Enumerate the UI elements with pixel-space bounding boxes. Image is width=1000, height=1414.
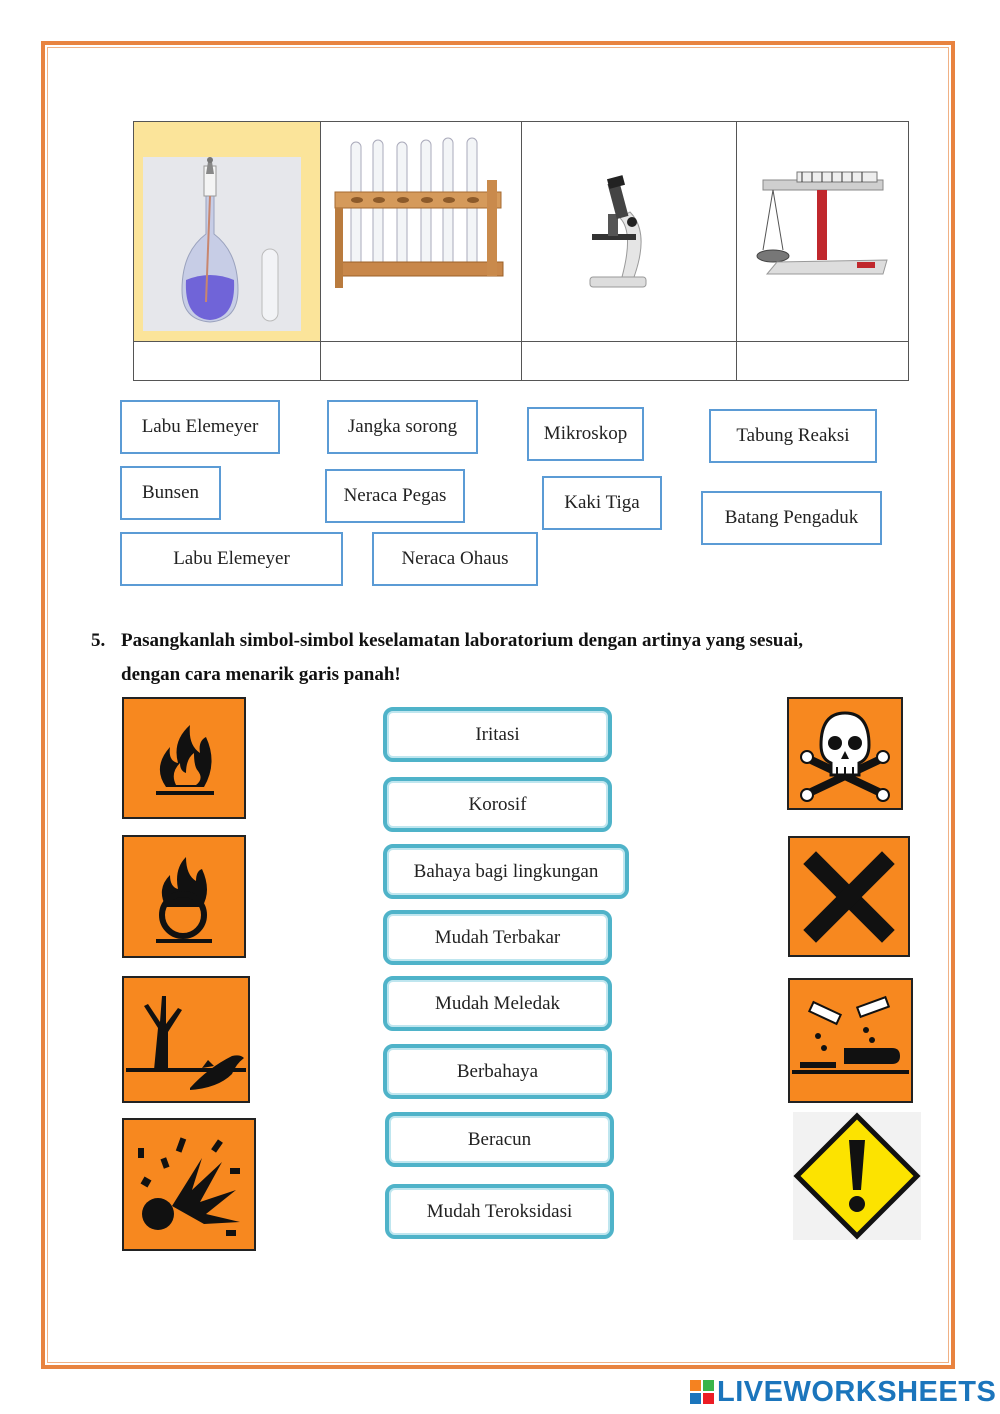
word-tabung-reaksi[interactable]: Tabung Reaksi xyxy=(709,409,877,463)
equipment-image-cell xyxy=(737,122,909,342)
harmful-x-icon[interactable] xyxy=(788,836,910,957)
question-text-line1: Pasangkanlah simbol-simbol keselamatan laboratorium dengan artinya yang sesuai, xyxy=(121,630,803,651)
meaning-iritasi[interactable]: Iritasi xyxy=(383,707,612,762)
word-bunsen[interactable]: Bunsen xyxy=(120,466,221,520)
word-kaki-tiga[interactable]: Kaki Tiga xyxy=(542,476,662,530)
question-number: 5. xyxy=(91,630,106,651)
equipment-image-cell xyxy=(321,122,522,342)
equipment-image-cell xyxy=(134,122,321,342)
corrosive-icon[interactable] xyxy=(788,978,913,1103)
environment-hazard-icon[interactable] xyxy=(122,976,250,1103)
liveworksheets-logo xyxy=(690,1374,996,1410)
warning-exclamation-icon[interactable] xyxy=(793,1112,921,1240)
microscope-icon xyxy=(522,122,736,341)
word-batang-pengaduk[interactable]: Batang Pengaduk xyxy=(701,491,882,545)
meaning-beracun[interactable]: Beracun xyxy=(385,1112,614,1167)
word-mikroskop[interactable]: Mikroskop xyxy=(527,407,644,461)
question-text-line2: dengan cara menarik garis panah! xyxy=(121,664,401,685)
word-labu-elemeyer-2[interactable]: Labu Elemeyer xyxy=(120,532,343,586)
meaning-mudah-teroksidasi[interactable]: Mudah Teroksidasi xyxy=(385,1184,614,1239)
balance-icon xyxy=(737,122,908,341)
test-tube-rack-icon xyxy=(321,122,521,341)
meaning-mudah-meledak[interactable]: Mudah Meledak xyxy=(383,976,612,1031)
answer-cell[interactable] xyxy=(522,342,737,381)
explosive-icon[interactable] xyxy=(122,1118,256,1251)
meaning-bahaya-lingkungan[interactable]: Bahaya bagi lingkungan xyxy=(383,844,629,899)
flask-icon xyxy=(134,122,320,341)
toxic-skull-icon[interactable] xyxy=(787,697,903,810)
answer-cell[interactable] xyxy=(321,342,522,381)
meaning-korosif[interactable]: Korosif xyxy=(383,777,612,832)
word-jangka-sorong[interactable]: Jangka sorong xyxy=(327,400,478,454)
brand-text: LIVEWORKSHEETS xyxy=(717,1375,997,1408)
word-labu-elemeyer[interactable]: Labu Elemeyer xyxy=(120,400,280,454)
word-neraca-pegas[interactable]: Neraca Pegas xyxy=(325,469,465,523)
meaning-mudah-terbakar[interactable]: Mudah Terbakar xyxy=(383,910,612,965)
meaning-berbahaya[interactable]: Berbahaya xyxy=(383,1044,612,1099)
equipment-table xyxy=(133,121,909,381)
equipment-image-cell xyxy=(522,122,737,342)
answer-cell[interactable] xyxy=(737,342,909,381)
word-neraca-ohaus[interactable]: Neraca Ohaus xyxy=(372,532,538,586)
liveworksheets-logo-icon xyxy=(690,1380,714,1404)
flammable-icon[interactable] xyxy=(122,697,246,819)
answer-cell[interactable] xyxy=(134,342,321,381)
oxidizing-icon[interactable] xyxy=(122,835,246,958)
